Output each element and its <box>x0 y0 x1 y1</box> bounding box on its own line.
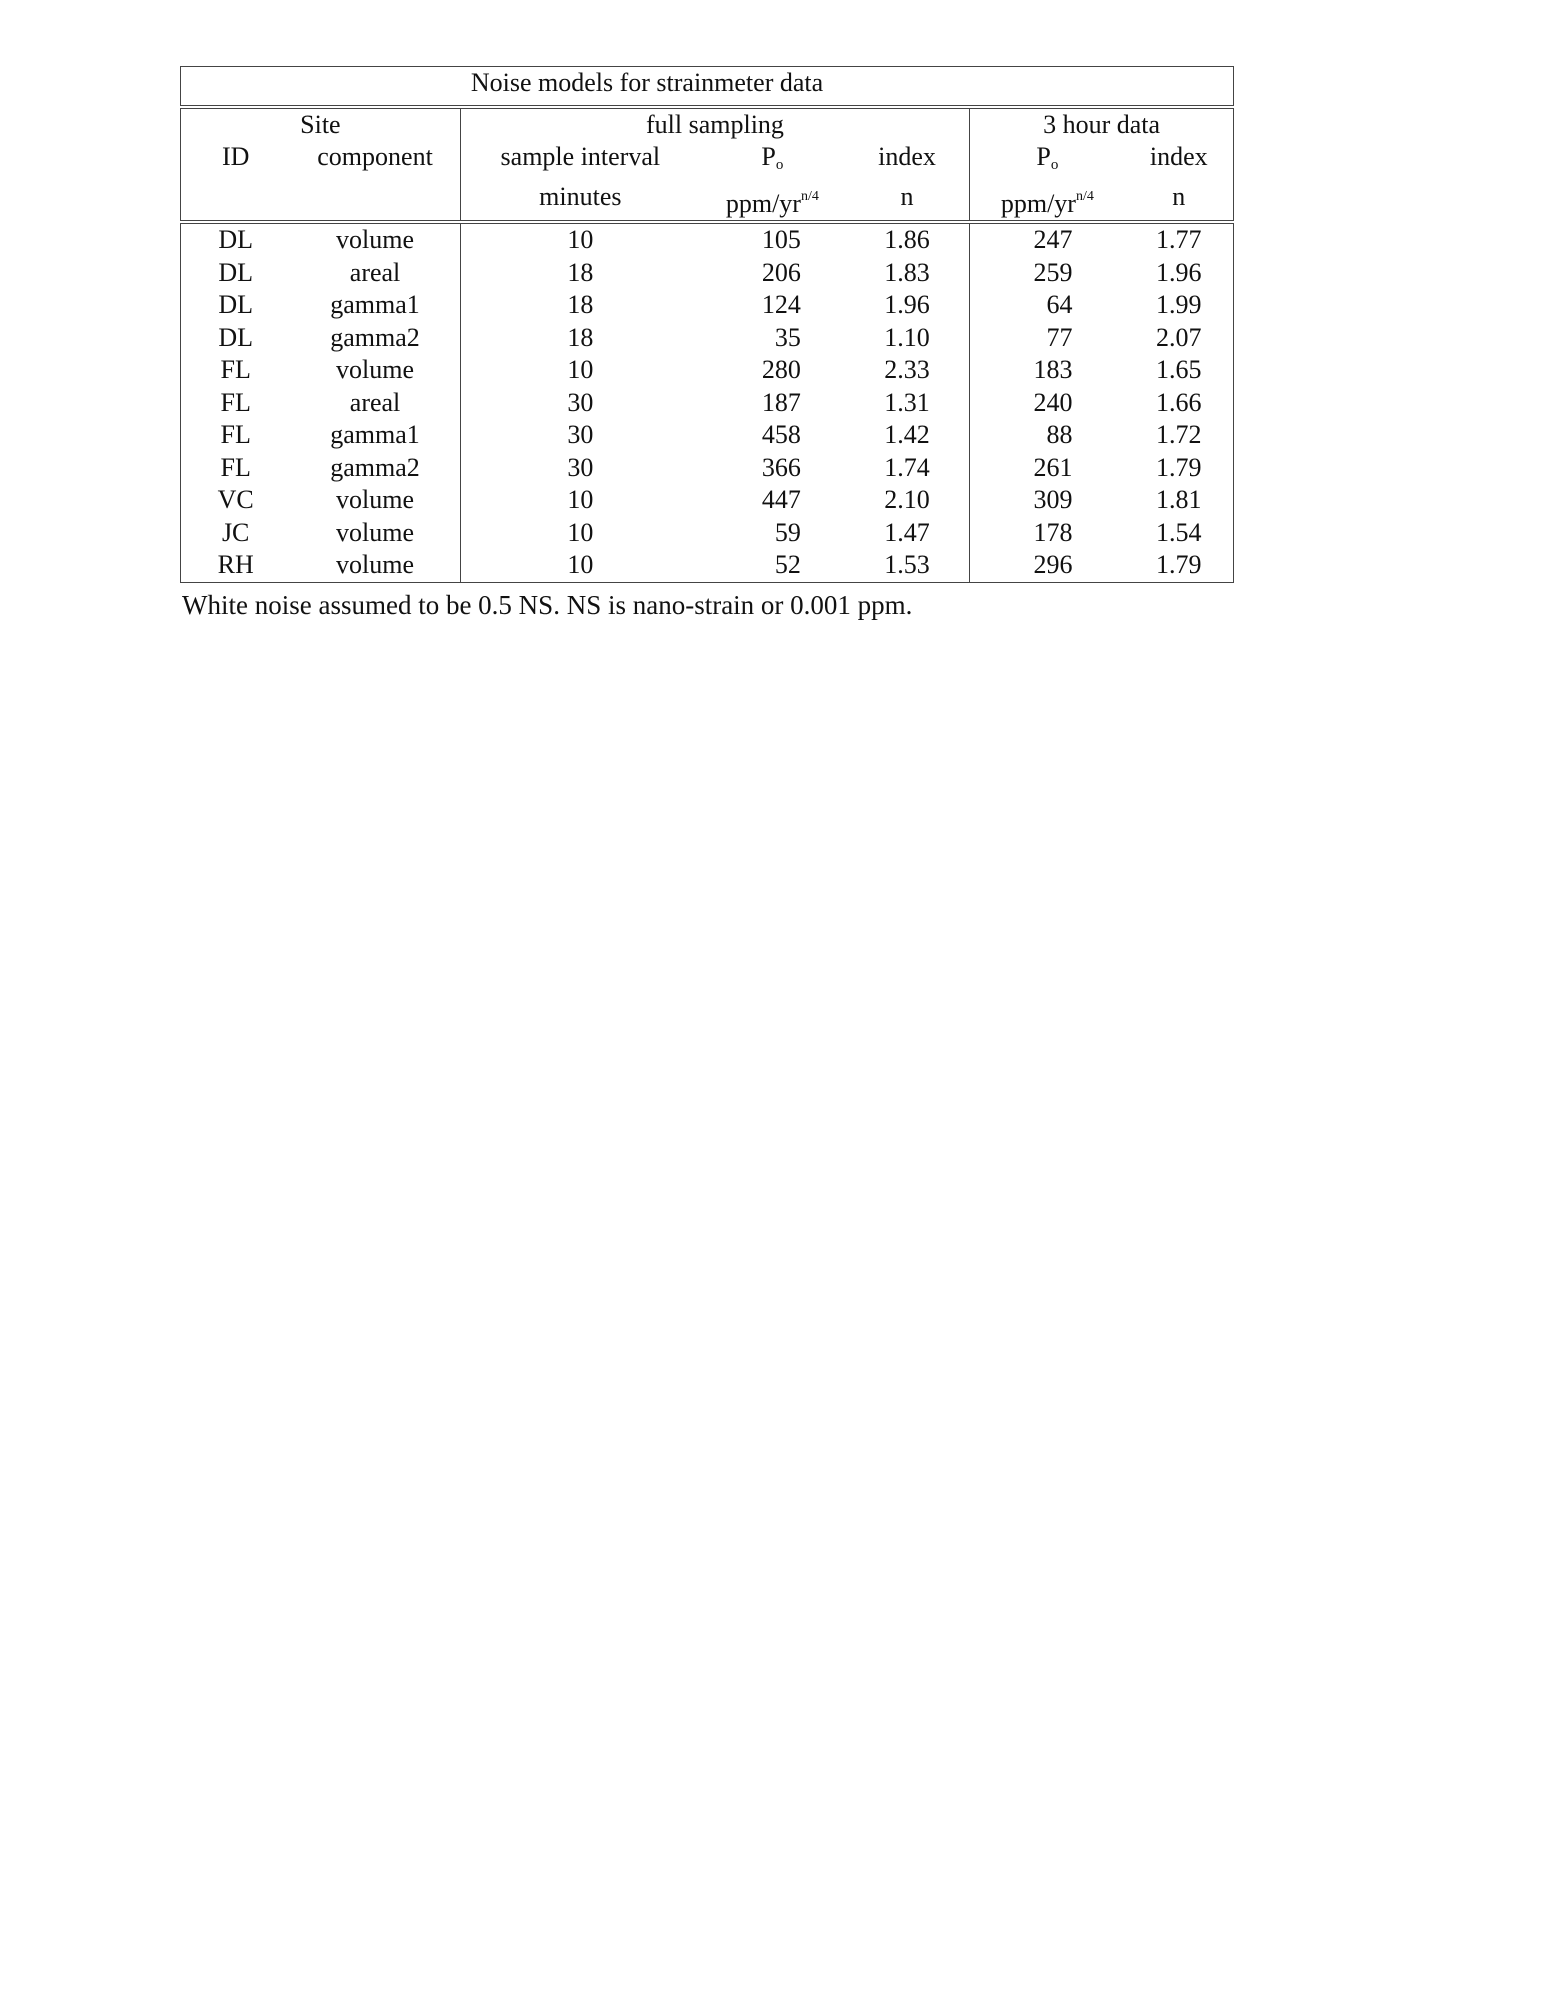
table-row <box>181 322 1234 355</box>
minutes-header: minutes <box>460 181 700 222</box>
cell-component: volume <box>290 517 460 550</box>
component-header: component <box>290 141 460 181</box>
cell-index-3h: 1.54 <box>1156 517 1202 547</box>
cell-component: volume <box>290 354 460 387</box>
cell-component: volume <box>290 222 460 257</box>
cell-p-full: 52 <box>774 550 801 579</box>
cell-index-full: 1.83 <box>845 257 970 290</box>
table-row <box>181 419 1234 452</box>
cell-component: volume <box>290 549 460 582</box>
header-row-groups <box>181 107 1234 141</box>
cell-p-3h: 178 <box>1033 517 1073 547</box>
index-3h-header: index <box>1149 142 1208 171</box>
cell-index-full: 1.96 <box>845 289 970 322</box>
p-subscript: o <box>775 157 784 173</box>
cell-index-3h: 1.99 <box>1156 290 1202 319</box>
cell-id: JC <box>221 517 250 547</box>
cell-p-3h: 77 <box>1046 322 1073 352</box>
units-3h-header <box>970 181 1125 222</box>
cell-component: areal <box>290 387 460 420</box>
cell-p-full: 187 <box>761 387 801 417</box>
cell-id: VC <box>217 485 254 514</box>
cell-index-full: 1.31 <box>845 387 970 420</box>
cell-p-3h: 259 <box>1033 257 1073 287</box>
cell-p-full: 206 <box>761 257 801 287</box>
three-hour-group-header: 3 hour data <box>1043 110 1161 139</box>
cell-p-full: 59 <box>774 517 801 547</box>
table-row <box>181 517 1234 550</box>
cell-index-full: 2.10 <box>845 484 970 517</box>
table-caption-row <box>181 67 1234 108</box>
cell-interval: 30 <box>567 452 594 482</box>
cell-id: FL <box>220 452 251 482</box>
cell-p-full: 447 <box>761 485 801 514</box>
cell-index-3h: 1.72 <box>1156 420 1202 449</box>
cell-p-3h: 64 <box>1046 290 1073 319</box>
cell-interval: 18 <box>567 257 594 287</box>
cell-p-full: 105 <box>761 225 801 254</box>
table-row <box>181 549 1234 582</box>
cell-p-3h: 296 <box>1033 550 1073 579</box>
units-text: ppm/yr <box>725 189 801 218</box>
cell-interval: 10 <box>567 517 594 547</box>
cell-id: DL <box>218 257 253 287</box>
table-row <box>181 387 1234 420</box>
cell-index-3h: 1.65 <box>1156 355 1202 384</box>
n-3h-header: n <box>1125 181 1234 222</box>
cell-interval: 18 <box>567 290 594 319</box>
full-sampling-group-header: full sampling <box>460 107 969 141</box>
cell-id: FL <box>220 355 251 384</box>
cell-index-3h: 1.66 <box>1156 387 1202 417</box>
cell-id: DL <box>218 290 253 319</box>
cell-index-full: 1.10 <box>845 322 970 355</box>
header-row-labels <box>181 141 1234 181</box>
cell-p-full: 280 <box>761 355 801 384</box>
p-symbol: P <box>761 142 776 171</box>
cell-p-full: 458 <box>761 420 801 449</box>
cell-id: DL <box>218 322 253 352</box>
cell-p-3h: 240 <box>1033 387 1073 417</box>
id-header: ID <box>221 142 250 171</box>
cell-index-3h: 1.96 <box>1156 257 1202 287</box>
cell-p-3h: 309 <box>1033 485 1073 514</box>
table-title: Noise models for strainmeter data <box>470 68 824 97</box>
table-row <box>181 484 1234 517</box>
sample-interval-header: sample interval <box>500 142 661 171</box>
cell-p-full: 366 <box>761 452 801 482</box>
noise-table-container <box>180 66 1234 583</box>
table-row <box>181 452 1234 485</box>
header-row-units <box>181 181 1234 222</box>
n-full-header: n <box>845 181 970 222</box>
cell-index-3h: 1.79 <box>1156 550 1202 579</box>
units-text: ppm/yr <box>1000 189 1076 218</box>
cell-index-full: 2.33 <box>845 354 970 387</box>
p-3h-header <box>970 141 1125 181</box>
cell-p-full: 35 <box>774 322 801 352</box>
cell-component: areal <box>290 257 460 290</box>
cell-interval: 10 <box>567 550 594 579</box>
cell-p-3h: 183 <box>1033 355 1073 384</box>
cell-interval: 30 <box>567 387 594 417</box>
table-footnote: White noise assumed to be 0.5 NS. NS is nano-strain or 0.001 ppm. <box>182 590 913 620</box>
cell-index-full: 1.47 <box>845 517 970 550</box>
cell-component: gamma1 <box>290 289 460 322</box>
cell-id: DL <box>218 225 253 254</box>
cell-component: gamma1 <box>290 419 460 452</box>
cell-p-3h: 88 <box>1046 420 1073 449</box>
index-full-header: index <box>845 141 970 181</box>
cell-index-full: 1.53 <box>845 549 970 582</box>
cell-interval: 10 <box>567 485 594 514</box>
cell-interval: 10 <box>567 355 594 384</box>
units-superscript: n/4 <box>800 189 819 204</box>
cell-interval: 10 <box>567 225 594 254</box>
cell-interval: 30 <box>567 420 594 449</box>
cell-index-3h: 1.77 <box>1156 225 1202 254</box>
cell-component: gamma2 <box>290 322 460 355</box>
cell-p-full: 124 <box>761 290 801 319</box>
p-full-header <box>700 141 845 181</box>
table-body <box>181 222 1234 582</box>
cell-component: volume <box>290 484 460 517</box>
cell-id: FL <box>220 420 251 449</box>
units-full-header <box>700 181 845 222</box>
noise-models-table <box>180 66 1234 583</box>
cell-index-full: 1.86 <box>845 222 970 257</box>
cell-interval: 18 <box>567 322 594 352</box>
cell-index-3h: 2.07 <box>1156 322 1202 352</box>
site-group-header: Site <box>181 107 461 141</box>
cell-id: RH <box>217 550 254 579</box>
cell-component: gamma2 <box>290 452 460 485</box>
table-row <box>181 257 1234 290</box>
cell-index-3h: 1.79 <box>1156 452 1202 482</box>
cell-p-3h: 261 <box>1033 452 1073 482</box>
table-row <box>181 354 1234 387</box>
p-symbol: P <box>1036 142 1051 171</box>
cell-index-3h: 1.81 <box>1156 485 1202 514</box>
units-superscript: n/4 <box>1075 189 1094 204</box>
cell-id: FL <box>220 387 251 417</box>
cell-p-3h: 247 <box>1033 225 1073 254</box>
table-row <box>181 289 1234 322</box>
table-row <box>181 222 1234 257</box>
cell-index-full: 1.74 <box>845 452 970 485</box>
p-subscript: o <box>1050 157 1059 173</box>
cell-index-full: 1.42 <box>845 419 970 452</box>
